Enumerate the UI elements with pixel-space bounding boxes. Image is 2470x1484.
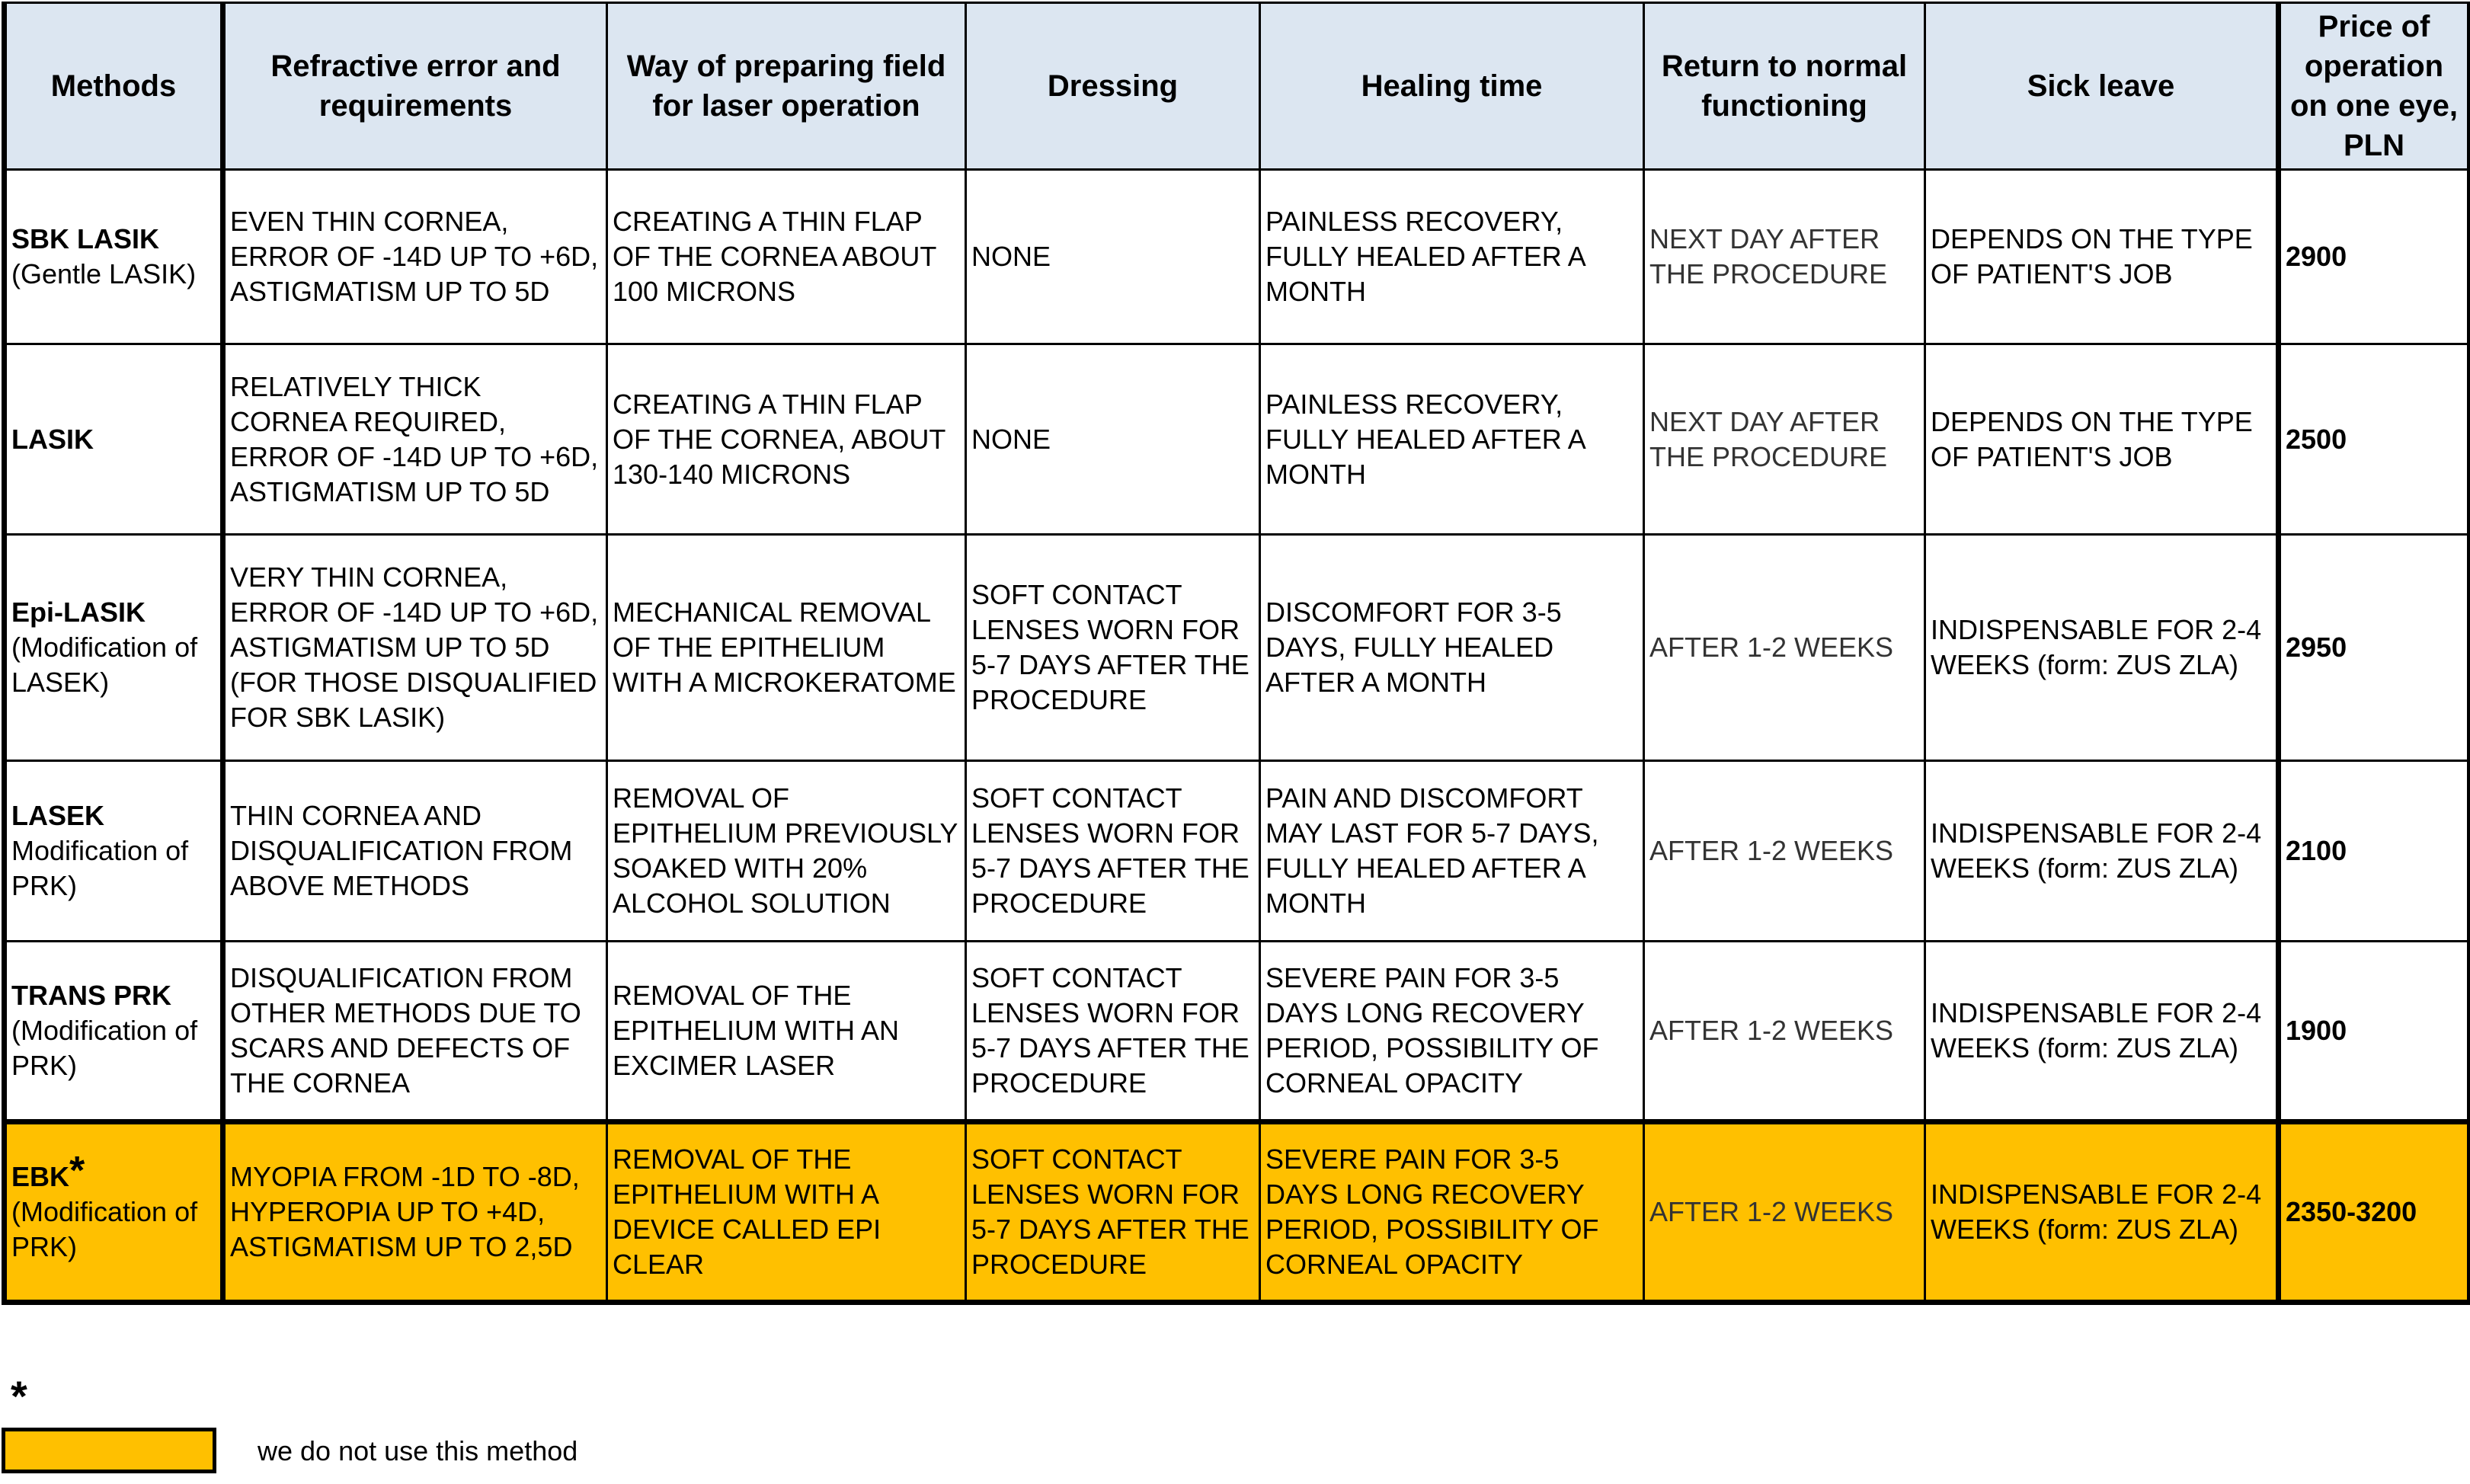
method-asterisk: *	[69, 1149, 85, 1193]
healing-cell: PAINLESS RECOVERY, FULLY HEALED AFTER A MONTH	[1260, 170, 1644, 344]
healing-cell: SEVERE PAIN FOR 3-5 DAYS LONG RECOVERY PERIOD, POSSIBILITY OF CORNEAL OPACITY	[1260, 1122, 1644, 1303]
table-row	[5, 535, 2470, 761]
sick-leave-cell: INDISPENSABLE FOR 2-4 WEEKS (form: ZUS ZLA)	[1925, 1122, 2279, 1303]
legend-asterisk: *	[11, 1372, 27, 1420]
dressing-cell: NONE	[966, 344, 1260, 535]
requirements-cell: RELATIVELY THICK CORNEA REQUIRED, ERROR OF -14D UP TO +6D, ASTIGMATISM UP TO 5D	[223, 344, 607, 535]
return-cell: NEXT DAY AFTER THE PROCEDURE	[1644, 344, 1925, 535]
method-cell	[5, 170, 223, 344]
header-return: Return to normal functioning	[1644, 3, 1925, 170]
price-cell: 2100	[2279, 761, 2470, 942]
dressing-cell: NONE	[966, 170, 1260, 344]
method-cell	[5, 1122, 223, 1303]
method-cell	[5, 344, 223, 535]
sick-leave-cell: INDISPENSABLE FOR 2-4 WEEKS (form: ZUS ZLA)	[1925, 761, 2279, 942]
header-healing: Healing time	[1260, 3, 1644, 170]
header-price: Price of operation on one eye, PLN	[2279, 3, 2470, 170]
method-cell	[5, 942, 223, 1122]
preparation-cell: CREATING A THIN FLAP OF THE CORNEA, ABOUT 130-140 MICRONS	[607, 344, 966, 535]
method-name: Epi-LASIK	[11, 596, 146, 628]
sick-leave-cell: INDISPENSABLE FOR 2-4 WEEKS (form: ZUS ZLA)	[1925, 535, 2279, 761]
table-row	[5, 170, 2470, 344]
healing-cell: PAINLESS RECOVERY, FULLY HEALED AFTER A MONTH	[1260, 344, 1644, 535]
dressing-cell: SOFT CONTACT LENSES WORN FOR 5-7 DAYS AFTER THE PROCEDURE	[966, 535, 1260, 761]
method-name: LASIK	[11, 423, 94, 455]
header-methods: Methods	[5, 3, 223, 170]
requirements-cell: VERY THIN CORNEA, ERROR OF -14D UP TO +6D, ASTIGMATISM UP TO 5D (FOR THOSE DISQUALIFIED FOR SBK LASIK)	[223, 535, 607, 761]
sick-leave-cell: DEPENDS ON THE TYPE OF PATIENT'S JOB	[1925, 170, 2279, 344]
header-sick-leave: Sick leave	[1925, 3, 2279, 170]
dressing-cell: SOFT CONTACT LENSES WORN FOR 5-7 DAYS AFTER THE PROCEDURE	[966, 1122, 1260, 1303]
method-name: EBK	[11, 1161, 70, 1192]
method-note: (Modification of PRK)	[11, 1196, 198, 1262]
preparation-cell: CREATING A THIN FLAP OF THE CORNEA ABOUT 100 MICRONS	[607, 170, 966, 344]
methods-table	[2, 2, 2470, 1305]
return-cell: AFTER 1-2 WEEKS	[1644, 1122, 1925, 1303]
healing-cell: PAIN AND DISCOMFORT MAY LAST FOR 5-7 DAYS, FULLY HEALED AFTER A MONTH	[1260, 761, 1644, 942]
method-name: TRANS PRK	[11, 980, 172, 1011]
table-row	[5, 942, 2470, 1122]
header-requirements: Refractive error and requirements	[223, 3, 607, 170]
preparation-cell: REMOVAL OF EPITHELIUM PREVIOUSLY SOAKED WITH 20% ALCOHOL SOLUTION	[607, 761, 966, 942]
method-name: LASEK	[11, 800, 105, 831]
preparation-cell: MECHANICAL REMOVAL OF THE EPITHELIUM WITH A MICROKERATOME	[607, 535, 966, 761]
price-cell: 2350-3200	[2279, 1122, 2470, 1303]
method-name: SBK LASIK	[11, 223, 160, 254]
table-row	[5, 761, 2470, 942]
method-cell	[5, 761, 223, 942]
return-cell: AFTER 1-2 WEEKS	[1644, 942, 1925, 1122]
method-note: (Modification of PRK)	[11, 1015, 198, 1081]
price-cell: 2950	[2279, 535, 2470, 761]
legend-text: we do not use this method	[258, 1435, 578, 1466]
return-cell: AFTER 1-2 WEEKS	[1644, 535, 1925, 761]
preparation-cell: REMOVAL OF THE EPITHELIUM WITH A DEVICE CALLED EPI CLEAR	[607, 1122, 966, 1303]
header-row	[5, 3, 2470, 170]
sick-leave-cell: DEPENDS ON THE TYPE OF PATIENT'S JOB	[1925, 344, 2279, 535]
return-cell: AFTER 1-2 WEEKS	[1644, 761, 1925, 942]
method-note: Modification of PRK)	[11, 835, 189, 901]
header-dressing: Dressing	[966, 3, 1260, 170]
price-cell: 1900	[2279, 942, 2470, 1122]
return-cell: NEXT DAY AFTER THE PROCEDURE	[1644, 170, 1925, 344]
healing-cell: SEVERE PAIN FOR 3-5 DAYS LONG RECOVERY PERIOD, POSSIBILITY OF CORNEAL OPACITY	[1260, 942, 1644, 1122]
requirements-cell: THIN CORNEA AND DISQUALIFICATION FROM ABOVE METHODS	[223, 761, 607, 942]
table-row	[5, 344, 2470, 535]
method-note: (Gentle LASIK)	[11, 258, 197, 289]
dressing-cell: SOFT CONTACT LENSES WORN FOR 5-7 DAYS AFTER THE PROCEDURE	[966, 761, 1260, 942]
table-row-highlighted	[5, 1122, 2470, 1303]
sick-leave-cell: INDISPENSABLE FOR 2-4 WEEKS (form: ZUS ZLA)	[1925, 942, 2279, 1122]
preparation-cell: REMOVAL OF THE EPITHELIUM WITH AN EXCIMER LASER	[607, 942, 966, 1122]
dressing-cell: SOFT CONTACT LENSES WORN FOR 5-7 DAYS AFTER THE PROCEDURE	[966, 942, 1260, 1122]
requirements-cell: DISQUALIFICATION FROM OTHER METHODS DUE TO SCARS AND DEFECTS OF THE CORNEA	[223, 942, 607, 1122]
method-cell	[5, 535, 223, 761]
method-note: (Modification of LASEK)	[11, 632, 198, 698]
price-cell: 2900	[2279, 170, 2470, 344]
legend-color-swatch	[2, 1428, 216, 1473]
price-cell: 2500	[2279, 344, 2470, 535]
healing-cell: DISCOMFORT FOR 3-5 DAYS, FULLY HEALED AFTER A MONTH	[1260, 535, 1644, 761]
requirements-cell: MYOPIA FROM -1D TO -8D, HYPEROPIA UP TO +4D, ASTIGMATISM UP TO 2,5D	[223, 1122, 607, 1303]
header-preparation: Way of preparing field for laser operation	[607, 3, 966, 170]
requirements-cell: EVEN THIN CORNEA, ERROR OF -14D UP TO +6D, ASTIGMATISM UP TO 5D	[223, 170, 607, 344]
